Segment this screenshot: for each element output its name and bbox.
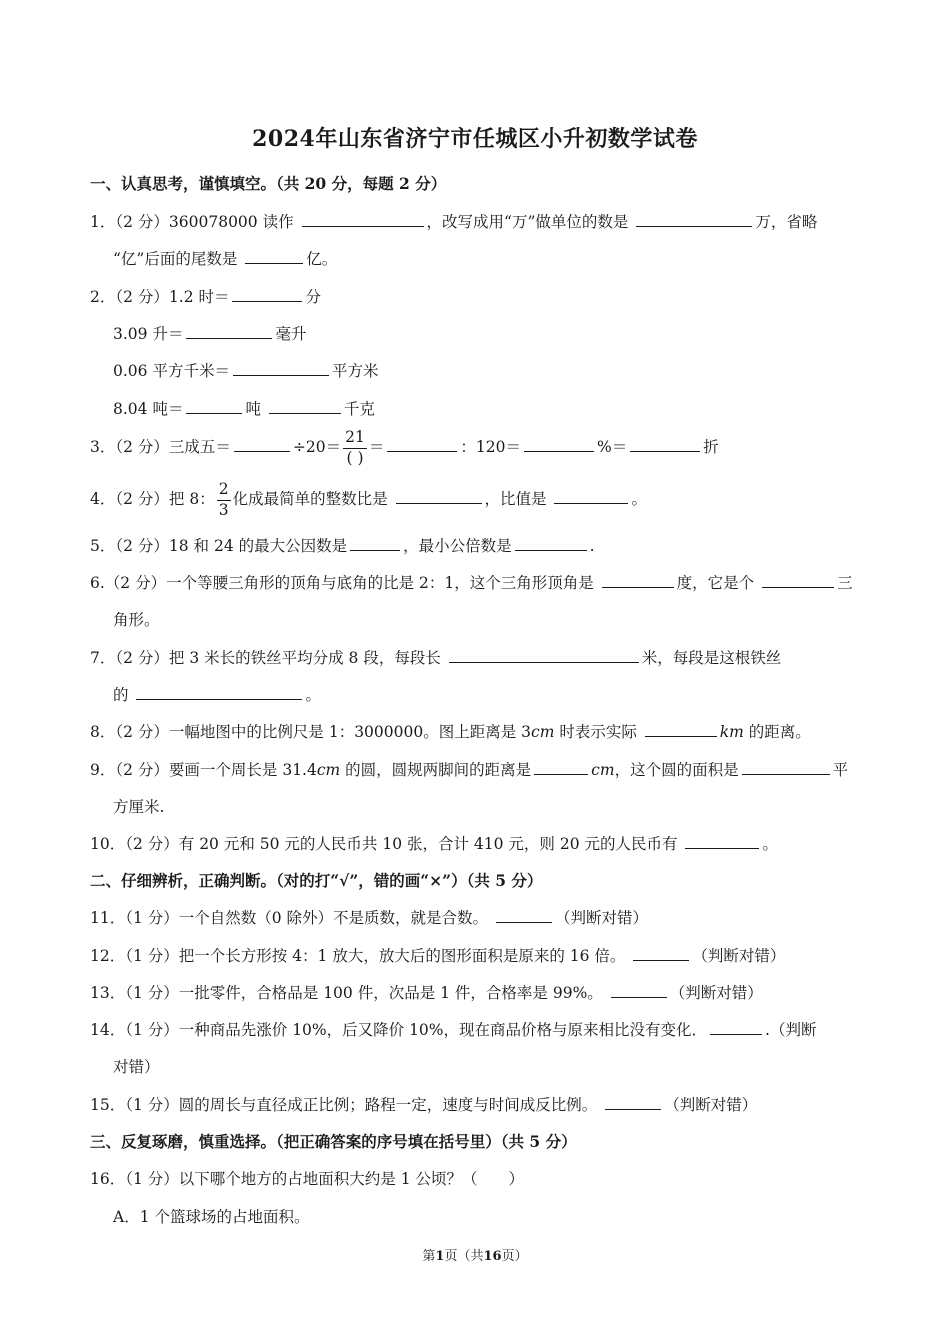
answer-blank[interactable]: [602, 573, 674, 588]
fraction: $\frac{2}{3}$: [218, 480, 229, 519]
answer-blank[interactable]: [234, 437, 290, 452]
question-14-line-2: 对错）: [113, 1058, 160, 1076]
question-16: 16．（1 分）以下哪个地方的占地面积大约是 1 公顷？（ ）: [90, 1170, 524, 1188]
question-9-line-1: 9．（2 分）要画一个周长是 31.4cm 的圆，圆规两脚间的距离是 cm，这个圆的面积是 平: [90, 761, 849, 779]
question-14-line-1: 14．（1 分）一种商品先涨价 10%，后又降价 10%，现在商品价格与原来相比没有变化． .（判断: [90, 1021, 817, 1039]
section-2-heading: 二、仔细辨析，正确判断。（对的打“√”，错的画“×”）（共 5 分）: [90, 871, 543, 890]
question-2-line-3: 0.06 平方千米＝ 平方米: [113, 362, 379, 380]
question-1-line-2: “亿”后面的尾数是 亿。: [113, 250, 338, 268]
answer-blank[interactable]: [633, 946, 689, 961]
answer-blank[interactable]: [186, 324, 272, 339]
question-11: 11．（1 分）一个自然数（0 除外）不是质数，就是合数。 （判断对错）: [90, 909, 649, 927]
answer-blank[interactable]: [515, 536, 587, 551]
answer-blank[interactable]: [232, 287, 302, 302]
answer-blank[interactable]: [605, 1095, 661, 1110]
answer-blank[interactable]: [611, 983, 667, 998]
question-2-line-1: 2．（2 分）1.2 时＝ 分: [90, 288, 321, 306]
answer-blank[interactable]: [636, 212, 752, 227]
answer-blank[interactable]: [710, 1020, 762, 1035]
question-3: 3．（2 分）三成五＝ ÷20＝ $\frac{21}{( )}$ ＝ ：120＝ %＝ 折: [90, 428, 719, 467]
answer-blank[interactable]: [742, 760, 830, 775]
answer-blank[interactable]: [387, 437, 457, 452]
answer-blank[interactable]: [350, 536, 400, 551]
question-8: 8．（2 分）一幅地图中的比例尺是 1：3000000。图上距离是 3cm 时表示实际 km 的距离。: [90, 723, 811, 741]
question-10: 10．（2 分）有 20 元和 50 元的人民币共 10 张，合计 410 元，则 20 元的人民币有 。: [90, 835, 778, 853]
answer-blank[interactable]: [449, 648, 639, 663]
answer-blank[interactable]: [630, 437, 700, 452]
question-2-line-4: 8.04 吨＝ 吨 千克: [113, 400, 375, 418]
answer-blank[interactable]: [245, 249, 303, 264]
answer-blank[interactable]: [645, 722, 717, 737]
answer-blank[interactable]: [269, 399, 341, 414]
question-6-line-2: 角形。: [113, 611, 160, 629]
section-1-heading: 一、认真思考，谨慎填空。（共 20 分，每题 2 分）: [90, 174, 447, 193]
answer-blank[interactable]: [186, 399, 242, 414]
fraction: $\frac{21}{( )}$: [345, 428, 365, 467]
question-12: 12．（1 分）把一个长方形按 4：1 放大，放大后的图形面积是原来的 16 倍。 （判断对错）: [90, 947, 786, 965]
question-15: 15．（1 分）圆的周长与直径成正比例；路程一定，速度与时间成反比例。 （判断对错）: [90, 1096, 758, 1114]
question-7-line-2: 的 。: [113, 686, 321, 704]
answer-blank[interactable]: [396, 489, 482, 504]
question-4: 4．（2 分）把 8： $\frac{2}{3}$ 化成最简单的整数比是 ，比值是 。: [90, 480, 647, 519]
answer-blank[interactable]: [762, 573, 834, 588]
answer-blank[interactable]: [136, 685, 302, 700]
answer-blank[interactable]: [534, 760, 588, 775]
answer-blank[interactable]: [685, 834, 759, 849]
section-3-heading: 三、反复琢磨，慎重选择。（把正确答案的序号填在括号里）（共 5 分）: [90, 1132, 577, 1151]
question-9-line-2: 方厘米.: [113, 798, 165, 816]
answer-blank[interactable]: [524, 437, 594, 452]
page-footer: 第1页（共16页）: [422, 1249, 528, 1264]
answer-blank[interactable]: [233, 361, 329, 376]
question-1-line-1: 1．（2 分）360078000 读作 ，改写成用“万”做单位的数是 万，省略: [90, 213, 818, 231]
page-title: 2024年山东省济宁市任城区小升初数学试卷: [252, 126, 698, 152]
question-2-line-2: 3.09 升＝ 毫升: [113, 325, 307, 343]
question-16-option-a[interactable]: A．1 个篮球场的占地面积。: [113, 1208, 310, 1226]
answer-blank[interactable]: [302, 212, 424, 227]
question-5: 5．（2 分）18 和 24 的最大公因数是 ，最小公倍数是 .: [90, 537, 595, 555]
answer-blank[interactable]: [554, 489, 628, 504]
question-13: 13．（1 分）一批零件，合格品是 100 件，次品是 1 件，合格率是 99%。 （判断对错）: [90, 984, 763, 1002]
answer-blank[interactable]: [496, 908, 552, 923]
question-6-line-1: 6.（2 分）一个等腰三角形的顶角与底角的比是 2：1，这个三角形顶角是 度，它是个 三: [90, 574, 853, 592]
question-7-line-1: 7．（2 分）把 3 米长的铁丝平均分成 8 段，每段长 米，每段是这根铁丝: [90, 649, 782, 667]
